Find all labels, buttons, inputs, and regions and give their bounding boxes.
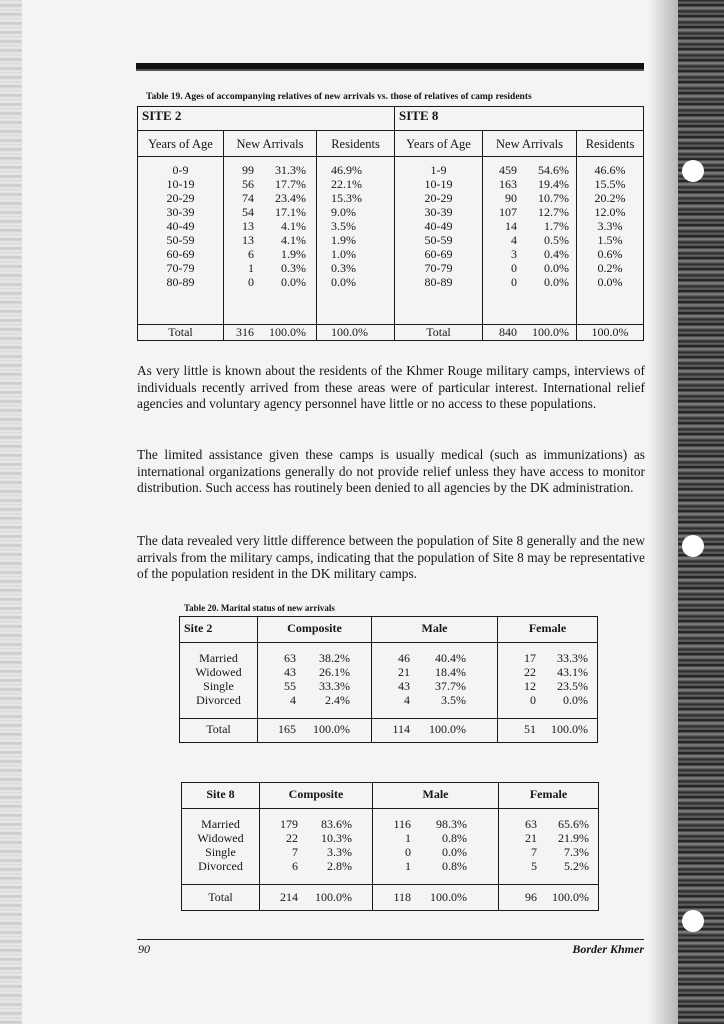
count: 4 bbox=[511, 233, 518, 247]
total-count: 118 bbox=[393, 890, 411, 904]
male-cell bbox=[372, 643, 498, 719]
residents-percent: 1.9% bbox=[331, 233, 356, 247]
residents-percent: 46.6% bbox=[594, 163, 626, 177]
status-label: Married bbox=[201, 817, 240, 831]
female-cell bbox=[498, 643, 598, 719]
residents-percent: 9.0% bbox=[331, 205, 356, 219]
table19-total-row bbox=[138, 325, 644, 341]
count: 6 bbox=[248, 247, 254, 261]
status-cell bbox=[180, 643, 258, 719]
residents-percent: 3.5% bbox=[331, 219, 356, 233]
count: 63 bbox=[284, 651, 296, 665]
count: 21 bbox=[398, 665, 410, 679]
footer-rule bbox=[137, 939, 644, 940]
percent: 65.6% bbox=[558, 817, 589, 831]
count: 7 bbox=[531, 845, 537, 859]
age-range: 40-49 bbox=[424, 219, 453, 233]
status-label: Divorced bbox=[198, 859, 243, 873]
col-composite: Composite bbox=[258, 617, 372, 643]
count: 7 bbox=[292, 845, 298, 859]
count: 46 bbox=[398, 651, 410, 665]
count: 179 bbox=[280, 817, 298, 831]
age-range: 70-79 bbox=[166, 261, 195, 275]
site2-col-residents: Residents bbox=[317, 131, 395, 157]
percent: 12.7% bbox=[538, 205, 570, 219]
scan-edge-right bbox=[678, 0, 724, 1024]
percent: 0.0% bbox=[544, 275, 570, 289]
age-range: 70-79 bbox=[424, 261, 453, 275]
male-cell bbox=[373, 809, 499, 885]
count: 13 bbox=[242, 219, 254, 233]
residents-percent: 0.3% bbox=[331, 261, 356, 275]
count: 55 bbox=[284, 679, 296, 693]
site8-col-age: Years of Age bbox=[395, 131, 483, 157]
total-percent: 100.0% bbox=[552, 890, 589, 904]
site2-new-arrivals-cell bbox=[224, 157, 317, 325]
female-cell bbox=[499, 809, 599, 885]
percent: 2.8% bbox=[327, 859, 352, 873]
table20-site2-total-row bbox=[180, 719, 598, 743]
count: 99 bbox=[242, 163, 254, 177]
col-female: Female bbox=[499, 783, 599, 809]
count: 4 bbox=[290, 693, 296, 707]
total-percent: 100.0% bbox=[430, 890, 467, 904]
count: 6 bbox=[292, 859, 298, 873]
total-label: Total bbox=[182, 885, 260, 911]
count: 43 bbox=[284, 665, 296, 679]
count: 74 bbox=[242, 191, 254, 205]
paragraph-limited-assistance: The limited assistance given these camps is usually medical (such as immunizations) as international organizations generally do not provide relief unless they have access to monitor distribution. Such access has routinely been denied to all agencies by the DK administration. bbox=[137, 447, 645, 495]
percent: 0.4% bbox=[544, 247, 570, 261]
residents-percent: 15.5% bbox=[594, 177, 626, 191]
percent: 0.0% bbox=[442, 845, 467, 859]
residents-percent: 22.1% bbox=[331, 177, 362, 191]
site8-header: SITE 8 bbox=[395, 107, 644, 131]
header-rule bbox=[136, 63, 644, 71]
punch-hole bbox=[682, 535, 704, 557]
running-title: Border Khmer bbox=[572, 942, 644, 956]
age-range: 10-19 bbox=[424, 177, 453, 191]
count: 1 bbox=[248, 261, 254, 275]
total-count: 316 bbox=[236, 325, 254, 339]
count: 3 bbox=[511, 247, 518, 261]
count: 459 bbox=[499, 163, 518, 177]
total-count: 96 bbox=[525, 890, 537, 904]
table20-site2 bbox=[179, 616, 598, 743]
total-label: Total bbox=[180, 719, 258, 743]
age-range: 30-39 bbox=[166, 205, 195, 219]
residents-percent: 0.0% bbox=[597, 275, 623, 289]
percent: 0.3% bbox=[281, 261, 306, 275]
percent: 21.9% bbox=[558, 831, 589, 845]
count: 63 bbox=[525, 817, 537, 831]
table19 bbox=[137, 106, 644, 341]
page-number: 90 bbox=[138, 942, 150, 956]
table20-site8-label: Site 8 bbox=[182, 783, 260, 809]
percent: 10.3% bbox=[321, 831, 352, 845]
site8-new-arrivals-cell bbox=[483, 157, 577, 325]
site8-total-residents: 100.0% bbox=[577, 325, 644, 341]
count: 17 bbox=[524, 651, 536, 665]
count: 4 bbox=[404, 693, 410, 707]
residents-percent: 0.6% bbox=[597, 247, 623, 261]
residents-percent: 1.0% bbox=[331, 247, 356, 261]
count: 116 bbox=[393, 817, 411, 831]
percent: 83.6% bbox=[321, 817, 352, 831]
count: 0 bbox=[248, 275, 254, 289]
percent: 40.4% bbox=[435, 651, 466, 665]
total-count: 165 bbox=[278, 722, 296, 736]
age-range: 1-9 bbox=[430, 163, 447, 177]
percent: 1.9% bbox=[281, 247, 306, 261]
scan-edge-left bbox=[0, 0, 22, 1024]
site2-residents-cell bbox=[317, 157, 395, 325]
percent: 23.4% bbox=[275, 191, 306, 205]
percent: 23.5% bbox=[557, 679, 588, 693]
percent: 0.0% bbox=[563, 693, 588, 707]
residents-percent: 15.3% bbox=[331, 191, 362, 205]
age-range: 0-9 bbox=[172, 163, 189, 177]
percent: 31.3% bbox=[275, 163, 306, 177]
percent: 4.1% bbox=[281, 233, 306, 247]
count: 90 bbox=[505, 191, 518, 205]
site2-col-new-arrivals: New Arrivals bbox=[224, 131, 317, 157]
status-label: Widowed bbox=[197, 831, 244, 845]
percent: 33.3% bbox=[557, 651, 588, 665]
site2-total-label: Total bbox=[138, 325, 224, 341]
total-percent: 100.0% bbox=[551, 722, 588, 736]
count: 107 bbox=[499, 205, 518, 219]
count: 1 bbox=[405, 831, 411, 845]
status-label: Widowed bbox=[195, 665, 242, 679]
percent: 5.2% bbox=[564, 859, 589, 873]
percent: 7.3% bbox=[564, 845, 589, 859]
percent: 17.1% bbox=[275, 205, 306, 219]
count: 14 bbox=[505, 219, 518, 233]
count: 0 bbox=[511, 275, 518, 289]
site8-col-new-arrivals: New Arrivals bbox=[483, 131, 577, 157]
residents-percent: 0.0% bbox=[331, 275, 356, 289]
age-range: 80-89 bbox=[424, 275, 453, 289]
percent: 17.7% bbox=[275, 177, 306, 191]
residents-percent: 1.5% bbox=[597, 233, 623, 247]
count: 163 bbox=[499, 177, 518, 191]
table20-site8-total-row bbox=[182, 885, 599, 911]
count: 0 bbox=[511, 261, 518, 275]
site2-col-age: Years of Age bbox=[138, 131, 224, 157]
site8-total-label: Total bbox=[395, 325, 483, 341]
percent: 43.1% bbox=[557, 665, 588, 679]
status-cell bbox=[182, 809, 260, 885]
punch-hole bbox=[682, 160, 704, 182]
table20-site8 bbox=[181, 782, 599, 911]
percent: 18.4% bbox=[435, 665, 466, 679]
percent: 0.5% bbox=[544, 233, 570, 247]
percent: 4.1% bbox=[281, 219, 306, 233]
percent: 0.8% bbox=[442, 859, 467, 873]
site8-age-cell bbox=[395, 157, 483, 325]
site8-col-residents: Residents bbox=[577, 131, 644, 157]
total-percent: 100.0% bbox=[532, 325, 570, 339]
percent: 38.2% bbox=[319, 651, 350, 665]
age-range: 10-19 bbox=[166, 177, 195, 191]
percent: 98.3% bbox=[436, 817, 467, 831]
age-range: 60-69 bbox=[166, 247, 195, 261]
count: 54 bbox=[242, 205, 254, 219]
age-range: 40-49 bbox=[166, 219, 195, 233]
total-count: 51 bbox=[524, 722, 536, 736]
col-male: Male bbox=[373, 783, 499, 809]
status-label: Single bbox=[203, 679, 234, 693]
count: 43 bbox=[398, 679, 410, 693]
percent: 0.8% bbox=[442, 831, 467, 845]
count: 56 bbox=[242, 177, 254, 191]
count: 22 bbox=[524, 665, 536, 679]
col-male: Male bbox=[372, 617, 498, 643]
percent: 26.1% bbox=[319, 665, 350, 679]
status-label: Divorced bbox=[196, 693, 241, 707]
total-percent: 100.0% bbox=[429, 722, 466, 736]
count: 1 bbox=[405, 859, 411, 873]
age-range: 50-59 bbox=[424, 233, 453, 247]
site2-age-cell bbox=[138, 157, 224, 325]
count: 0 bbox=[405, 845, 411, 859]
count: 12 bbox=[524, 679, 536, 693]
age-range: 20-29 bbox=[424, 191, 453, 205]
count: 0 bbox=[530, 693, 536, 707]
total-count: 114 bbox=[392, 722, 410, 736]
count: 21 bbox=[525, 831, 537, 845]
age-range: 30-39 bbox=[424, 205, 453, 219]
residents-percent: 0.2% bbox=[597, 261, 623, 275]
age-range: 60-69 bbox=[424, 247, 453, 261]
residents-percent: 12.0% bbox=[594, 205, 626, 219]
count: 22 bbox=[286, 831, 298, 845]
percent: 0.0% bbox=[281, 275, 306, 289]
punch-hole bbox=[682, 910, 704, 932]
col-female: Female bbox=[498, 617, 598, 643]
status-label: Married bbox=[199, 651, 238, 665]
percent: 1.7% bbox=[544, 219, 570, 233]
site8-residents-cell bbox=[577, 157, 644, 325]
total-percent: 100.0% bbox=[313, 722, 350, 736]
percent: 3.5% bbox=[441, 693, 466, 707]
total-percent: 100.0% bbox=[315, 890, 352, 904]
age-range: 80-89 bbox=[166, 275, 195, 289]
age-range: 50-59 bbox=[166, 233, 195, 247]
table20-caption: Table 20. Marital status of new arrivals bbox=[184, 603, 335, 613]
count: 5 bbox=[531, 859, 537, 873]
percent: 19.4% bbox=[538, 177, 570, 191]
residents-percent: 46.9% bbox=[331, 163, 362, 177]
percent: 3.3% bbox=[327, 845, 352, 859]
col-composite: Composite bbox=[260, 783, 373, 809]
status-label: Single bbox=[205, 845, 236, 859]
percent: 37.7% bbox=[435, 679, 466, 693]
age-range: 20-29 bbox=[166, 191, 195, 205]
residents-percent: 20.2% bbox=[594, 191, 626, 205]
total-count: 214 bbox=[280, 890, 298, 904]
paragraph-khmer-rouge-camps: As very little is known about the residents of the Khmer Rouge military camps, interviews of individuals recently arrived from these areas were of particular interest. International relief agencies and voluntary agency personnel have little or no access to these populations. bbox=[137, 363, 645, 411]
percent: 33.3% bbox=[319, 679, 350, 693]
percent: 0.0% bbox=[544, 261, 570, 275]
composite-cell bbox=[258, 643, 372, 719]
total-count: 840 bbox=[499, 325, 518, 339]
total-percent: 100.0% bbox=[269, 325, 306, 339]
table20-site2-label: Site 2 bbox=[180, 617, 258, 643]
scan-shadow-right bbox=[648, 0, 678, 1024]
percent: 10.7% bbox=[538, 191, 570, 205]
percent: 2.4% bbox=[325, 693, 350, 707]
composite-cell bbox=[260, 809, 373, 885]
site2-header: SITE 2 bbox=[138, 107, 395, 131]
site2-total-residents: 100.0% bbox=[317, 325, 395, 341]
paragraph-data-revealed: The data revealed very little difference between the population of Site 8 generally and the new arrivals from the military camps, indicating that the population of Site 8 may be representative of the population resident in the DK military camps. bbox=[137, 533, 645, 581]
table19-caption: Table 19. Ages of accompanying relatives of new arrivals vs. those of relatives of camp residents bbox=[146, 92, 532, 102]
count: 13 bbox=[242, 233, 254, 247]
percent: 54.6% bbox=[538, 163, 570, 177]
residents-percent: 3.3% bbox=[597, 219, 623, 233]
